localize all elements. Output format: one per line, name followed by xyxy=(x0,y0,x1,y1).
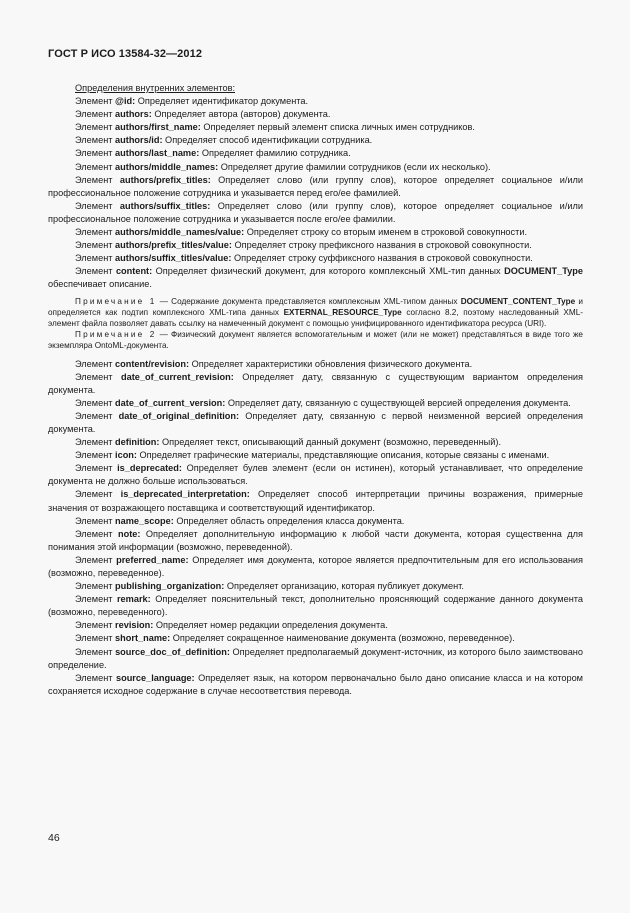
element-term: publishing_organization: xyxy=(115,581,225,592)
definition-item: Элемент name_scope: Определяет область определения класса документа. xyxy=(75,515,405,526)
definition-item: Элемент definition: Определяет текст, описывающий данный документ (возможно, переведенный). xyxy=(75,437,502,448)
element-term: authors/suffix_titles/value: xyxy=(115,253,232,264)
element-term: is_deprecated_interpretation: xyxy=(120,489,250,500)
definition-item: Элемент content/revision: Определяет характеристики обновления физического документа. xyxy=(75,358,473,369)
definition-item: Элемент preferred_name: Определяет имя документа, которое является предпочтительным для его использования (возможно, переведенное). xyxy=(48,554,584,579)
definition-item: Элемент authors/prefix_titles/value: Определяет строку префиксного названия в строковой совокупности. xyxy=(75,240,532,251)
element-term: authors/middle_names: xyxy=(115,161,219,172)
definition-item: Элемент authors/middle_names/value: Определяет строку со вторым именем в строковой совокупности. xyxy=(75,227,528,238)
element-term: note: xyxy=(117,528,141,539)
note-1: Примечание 1 — Содержание документа представляется комплексным XML-типом данных DOCUMENT_CONTENT_Type и определяется как подтип комплексного XML-типа данных EXTERNAL_RESOURCE_Type согласно 8.2, поэтому наследованный XML-элемент файла позволяет давать ссылку на намеченный документ с помощью унифицированного идентификатора ресурса (URI). xyxy=(48,296,583,328)
definition-item: Элемент publishing_organization: Определяет организацию, которая публикует документ. xyxy=(75,581,464,592)
definition-item: Элемент source_doc_of_definition: Определяет предполагаемый документ-источник, из которого было заимствовано определение. xyxy=(48,646,583,670)
document-body xyxy=(48,82,583,698)
definition-item: Элемент is_deprecated: Определяет булев элемент (если он истинен), который устанавливает, что определение документа не должно больше использоваться. xyxy=(48,463,583,487)
definition-item: Элемент source_language: Определяет язык, на котором первоначально было дано описание класса и на котором сохраняется исходное содержание в случае несоответствия перевода. xyxy=(48,672,584,696)
element-term: content/revision: xyxy=(115,358,190,369)
page-number: 46 xyxy=(48,832,60,844)
definition-item: Элемент icon: Определяет графические материалы, представляющие описания, которые связаны с именами. xyxy=(75,450,550,461)
definitions-list-b xyxy=(48,358,583,698)
definition-item: Элемент note: Определяет дополнительную информацию к любой части документа, которая существенна для понимания этой информации (возможно, переведенной). xyxy=(48,528,583,552)
element-term: source_language: xyxy=(115,672,195,683)
definition-item: Элемент date_of_current_revision: Определяет дату, связанную с существующим вариантом определения документа. xyxy=(48,371,583,395)
content-definition: Элемент content: Определяет физический документ, для которого комплексный XML-тип данных DOCUMENT_Type обеспечивает описание. xyxy=(48,266,584,290)
element-term: preferred_name: xyxy=(116,554,189,565)
definition-item: Элемент authors/last_name: Определяет фамилию сотрудника. xyxy=(75,148,351,159)
element-term: date_of_original_definition: xyxy=(118,410,240,421)
element-term: @id: xyxy=(115,96,136,107)
element-term: is_deprecated: xyxy=(117,463,182,474)
definition-item: Элемент authors/id: Определяет способ идентификации сотрудника. xyxy=(75,135,373,146)
element-term: icon: xyxy=(115,450,137,461)
element-term: authors/suffix_titles: xyxy=(119,200,211,211)
element-term: authors/prefix_titles: xyxy=(119,174,211,185)
element-term: definition: xyxy=(115,437,160,448)
definition-item: Элемент short_name: Определяет сокращенное наименование документа (возможно, переведенное). xyxy=(75,633,515,644)
definition-item: Элемент authors/first_name: Определяет первый элемент списка личных имен сотрудников. xyxy=(75,122,475,133)
definition-item: Элемент authors/prefix_titles: Определяет слово (или группу слов), которое определяет социальное и/или профессиональное положение сотрудника и указывается перед его/ее фамилией. xyxy=(48,174,584,198)
element-term: short_name: xyxy=(115,633,171,644)
note-2: Примечание 2 — Физический документ является вспомогательным и может (или не может) представляться в виде того же экземпляра OntoML-документа. xyxy=(48,330,583,351)
definition-item: Элемент authors/middle_names: Определяет другие фамилии сотрудников (если их несколько). xyxy=(75,161,491,172)
definition-item: Элемент date_of_current_version: Определяет дату, связанную с существующей версией определения документа. xyxy=(75,397,571,408)
element-term: date_of_current_revision: xyxy=(120,371,234,382)
definition-item: Элемент date_of_original_definition: Определяет дату, связанную с первой неизменной версией определения документа. xyxy=(48,410,583,434)
definitions-list-a xyxy=(48,95,583,265)
element-term: authors/id: xyxy=(115,135,163,146)
element-term: authors/last_name: xyxy=(115,148,200,159)
definition-item: Элемент remark: Определяет пояснительный текст, дополнительно проясняющий содержание данного документа (возможно, переведенного). xyxy=(48,594,583,618)
element-term: name_scope: xyxy=(115,515,174,526)
element-term: authors/prefix_titles/value: xyxy=(115,240,232,251)
element-term: source_doc_of_definition: xyxy=(115,646,230,657)
element-term: remark: xyxy=(116,594,151,605)
definition-item: Элемент authors/suffix_titles: Определяет слово (или группу слов), которое определяет социальное и/или профессиональное положение сотрудника и указывается после его/ее фамилии. xyxy=(48,200,583,224)
definition-item: Элемент @id: Определяет идентификатор документа. xyxy=(75,96,309,107)
element-term: authors/first_name: xyxy=(115,122,201,133)
definition-item: Элемент revision: Определяет номер редакции определения документа. xyxy=(75,620,388,631)
section-title: Определения внутренних элементов: xyxy=(75,83,236,93)
definition-item: Элемент authors/suffix_titles/value: Определяет строку суффиксного названия в строковой совокупности. xyxy=(75,253,533,264)
definition-item: Элемент is_deprecated_interpretation: Определяет способ интерпретации причины возражения, примерные значения от возражающего поставщика и соответствующий идентификатор. xyxy=(48,489,583,513)
standard-header: ГОСТ Р ИСО 13584-32—2012 xyxy=(48,48,203,60)
element-term: authors/middle_names/value: xyxy=(115,227,245,238)
definition-item: Элемент authors: Определяет автора (авторов) документа. xyxy=(75,109,331,120)
element-term: authors: xyxy=(115,109,152,120)
element-term: revision: xyxy=(115,620,154,631)
element-term: date_of_current_version: xyxy=(115,397,226,408)
